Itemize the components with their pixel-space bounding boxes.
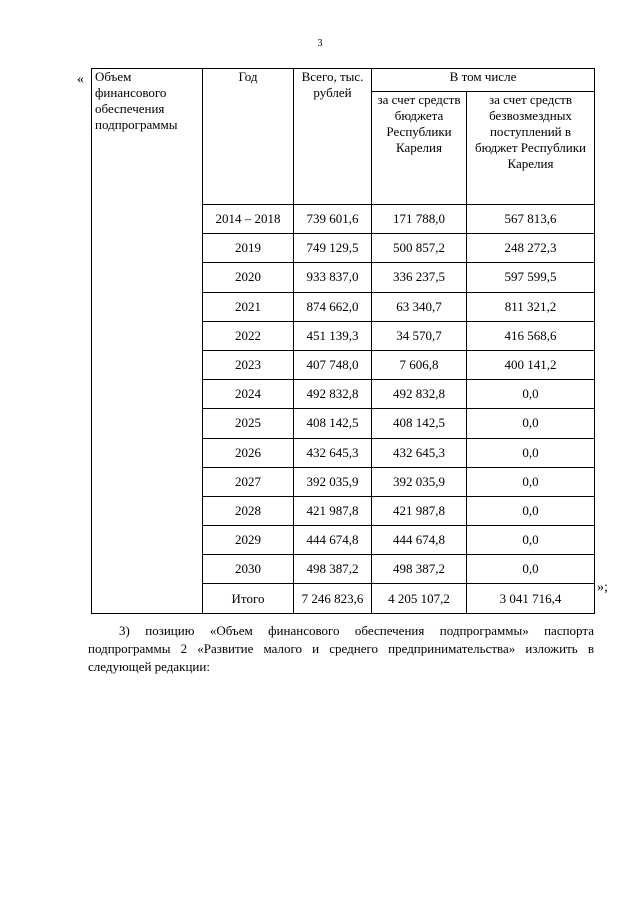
- total-cell: 432 645,3: [294, 438, 372, 467]
- gratuitous-cell: 567 813,6: [467, 205, 595, 234]
- year-cell: 2026: [203, 438, 294, 467]
- gratuitous-cell: 0,0: [467, 409, 595, 438]
- budget-cell: 63 340,7: [372, 292, 467, 321]
- budget-cell: 432 645,3: [372, 438, 467, 467]
- year-header: Год: [203, 69, 294, 205]
- year-cell: 2023: [203, 350, 294, 379]
- year-cell: 2024: [203, 380, 294, 409]
- total-header: Всего, тыс. рублей: [294, 69, 372, 205]
- total-cell: 498 387,2: [294, 555, 372, 584]
- year-cell: 2028: [203, 496, 294, 525]
- year-cell: 2025: [203, 409, 294, 438]
- gratuitous-cell: 248 272,3: [467, 234, 595, 263]
- total-cell: 492 832,8: [294, 380, 372, 409]
- total-cell: 444 674,8: [294, 526, 372, 555]
- budget-cell: 421 987,8: [372, 496, 467, 525]
- gratuitous-cell: 0,0: [467, 438, 595, 467]
- closing-quote: »;: [597, 580, 608, 595]
- gratuitous-cell: 400 141,2: [467, 350, 595, 379]
- gratuitous-header: за счет средств безвозмездных поступлений в бюджет Республики Карелия: [467, 92, 595, 205]
- budget-cell: 500 857,2: [372, 234, 467, 263]
- year-cell: 2029: [203, 526, 294, 555]
- budget-cell: 7 606,8: [372, 350, 467, 379]
- gratuitous-cell: 0,0: [467, 467, 595, 496]
- budget-cell: 498 387,2: [372, 555, 467, 584]
- budget-cell: 34 570,7: [372, 321, 467, 350]
- including-header: В том числе: [372, 69, 595, 92]
- budget-cell: 4 205 107,2: [372, 584, 467, 613]
- year-cell: 2020: [203, 263, 294, 292]
- budget-cell: 171 788,0: [372, 205, 467, 234]
- gratuitous-cell: 3 041 716,4: [467, 584, 595, 613]
- year-cell: 2014 – 2018: [203, 205, 294, 234]
- budget-cell: 392 035,9: [372, 467, 467, 496]
- total-cell: 933 837,0: [294, 263, 372, 292]
- gratuitous-cell: 0,0: [467, 380, 595, 409]
- total-cell: 749 129,5: [294, 234, 372, 263]
- budget-cell: 444 674,8: [372, 526, 467, 555]
- financing-table: [91, 68, 595, 614]
- total-cell: 408 142,5: [294, 409, 372, 438]
- year-cell: 2027: [203, 467, 294, 496]
- total-cell: 407 748,0: [294, 350, 372, 379]
- section-label-cell: [92, 69, 203, 614]
- budget-cell: 336 237,5: [372, 263, 467, 292]
- gratuitous-cell: 0,0: [467, 555, 595, 584]
- total-cell: 7 246 823,6: [294, 584, 372, 613]
- total-cell: 739 601,6: [294, 205, 372, 234]
- opening-quote: «: [77, 72, 84, 87]
- year-cell: 2021: [203, 292, 294, 321]
- total-cell: 451 139,3: [294, 321, 372, 350]
- year-cell: 2030: [203, 555, 294, 584]
- year-cell: Итого: [203, 584, 294, 613]
- gratuitous-cell: 0,0: [467, 526, 595, 555]
- budget-cell: 408 142,5: [372, 409, 467, 438]
- total-cell: 392 035,9: [294, 467, 372, 496]
- budget-cell: 492 832,8: [372, 380, 467, 409]
- page-number: 3: [317, 38, 323, 49]
- total-cell: 421 987,8: [294, 496, 372, 525]
- gratuitous-cell: 416 568,6: [467, 321, 595, 350]
- budget-header: за счет средств бюджета Республики Карелия: [372, 92, 467, 205]
- gratuitous-cell: 811 321,2: [467, 292, 595, 321]
- section-label: Объем финансового обеспечения подпрограммы: [95, 69, 178, 132]
- year-cell: 2022: [203, 321, 294, 350]
- amendment-paragraph: 3) позицию «Объем финансового обеспечения подпрограммы» паспорта подпрограммы 2 «Развитие малого и среднего предпринимательства» изложить в следующей редакции:: [88, 623, 594, 674]
- gratuitous-cell: 0,0: [467, 496, 595, 525]
- total-cell: 874 662,0: [294, 292, 372, 321]
- year-cell: 2019: [203, 234, 294, 263]
- gratuitous-cell: 597 599,5: [467, 263, 595, 292]
